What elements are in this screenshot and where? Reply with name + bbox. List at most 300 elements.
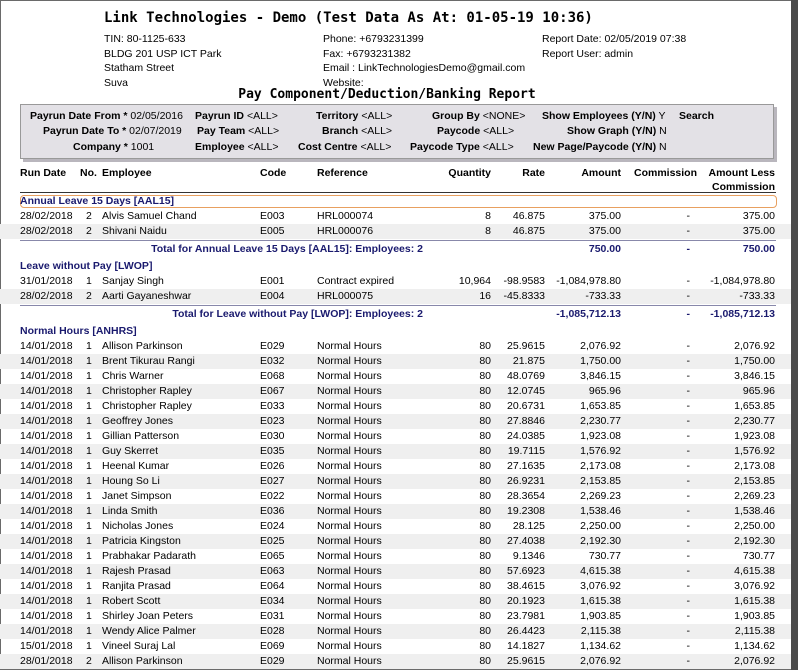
cell-code: E036 [260, 505, 285, 517]
address-city: Suva [104, 76, 128, 89]
cell-quantity: 80 [479, 385, 491, 397]
cell-code: E032 [260, 355, 285, 367]
cell-rate: 25.9615 [507, 340, 545, 352]
cell-amount: 1,134.62 [580, 640, 621, 652]
cell-no: 2 [86, 210, 92, 222]
cell-rate: -45.8333 [503, 290, 545, 302]
table-row[interactable] [0, 274, 791, 289]
cell-run-date: 28/01/2018 [20, 655, 73, 667]
cell-code: E023 [260, 415, 285, 427]
cell-amount-less: 2,076.92 [734, 655, 775, 667]
cell-amount-less: 2,250.00 [734, 520, 775, 532]
group-title: Leave without Pay [LWOP] [20, 260, 153, 272]
cell-commission: - [686, 225, 690, 237]
param-cost-centre[interactable]: Cost Centre <ALL> [298, 141, 392, 153]
cell-no: 1 [86, 400, 92, 412]
cell-reference: Normal Hours [317, 430, 382, 442]
col-commission: Commission [633, 167, 697, 179]
cell-amount-less: 375.00 [742, 225, 775, 237]
cell-no: 1 [86, 370, 92, 382]
cell-code: E068 [260, 370, 285, 382]
table-row[interactable] [0, 289, 791, 304]
cell-commission: - [686, 550, 690, 562]
cell-amount: 3,076.92 [580, 580, 621, 592]
report-title: Pay Component/Deduction/Banking Report [238, 87, 536, 102]
cell-run-date: 15/01/2018 [20, 640, 73, 652]
col-employee: Employee [102, 167, 152, 179]
cell-amount: 1,576.92 [580, 445, 621, 457]
cell-code: E022 [260, 490, 285, 502]
group-total-less: 750.00 [742, 243, 775, 255]
cell-employee: Chris Warner [102, 370, 164, 382]
table-row[interactable] [0, 474, 791, 489]
cell-code: E031 [260, 610, 285, 622]
cell-quantity: 80 [479, 655, 491, 667]
cell-commission: - [686, 340, 690, 352]
cell-amount: 4,615.38 [580, 565, 621, 577]
param-paycode-type[interactable]: Paycode Type <ALL> [410, 141, 514, 153]
cell-code: E005 [260, 225, 285, 237]
cell-rate: 26.9231 [507, 475, 545, 487]
table-row[interactable] [0, 654, 791, 669]
group-title: Normal Hours [ANHRS] [20, 325, 137, 337]
search-button[interactable]: Search [679, 110, 715, 122]
cell-code: E024 [260, 520, 285, 532]
cell-commission: - [686, 505, 690, 517]
cell-no: 1 [86, 475, 92, 487]
cell-rate: 46.875 [512, 210, 545, 222]
cell-rate: 19.2308 [507, 505, 545, 517]
table-row[interactable] [0, 354, 791, 369]
cell-quantity: 16 [479, 290, 491, 302]
cell-employee: Nicholas Jones [102, 520, 174, 532]
group-header[interactable] [0, 259, 791, 274]
table-row[interactable] [0, 384, 791, 399]
group-total-less: -1,085,712.13 [710, 308, 775, 320]
website-text: Website: [323, 76, 364, 89]
param-pay-team[interactable]: Pay Team <ALL> [197, 125, 280, 137]
cell-amount-less: 1,576.92 [734, 445, 775, 457]
cell-employee: Houng So Li [102, 475, 160, 487]
cell-quantity: 80 [479, 640, 491, 652]
cell-amount-less: 375.00 [742, 210, 775, 222]
cell-amount-less: 2,076.92 [734, 340, 775, 352]
cell-employee: Allison Parkinson [102, 340, 183, 352]
cell-quantity: 10,964 [458, 275, 491, 287]
cell-amount-less: 2,269.23 [734, 490, 775, 502]
cell-no: 1 [86, 535, 92, 547]
cell-code: E065 [260, 550, 285, 562]
cell-quantity: 80 [479, 535, 491, 547]
cell-amount: 375.00 [588, 225, 621, 237]
cell-rate: 25.9615 [507, 655, 545, 667]
param-payrun-from[interactable]: Payrun Date From * 02/05/2016 [30, 110, 183, 122]
cell-rate: 38.4615 [507, 580, 545, 592]
param-new-page[interactable]: New Page/Paycode (Y/N) N [533, 141, 667, 153]
cell-code: E026 [260, 460, 285, 472]
cell-code: E067 [260, 385, 285, 397]
cell-rate: 24.0385 [507, 430, 545, 442]
report-date-text: Report Date: 02/05/2019 07:38 [542, 33, 687, 45]
cell-amount-less: 2,230.77 [734, 415, 775, 427]
cell-amount: 2,269.23 [580, 490, 621, 502]
cell-employee: Rajesh Prasad [102, 565, 171, 577]
cell-employee: Aarti Gayaneshwar [102, 290, 192, 302]
fax-text: Fax: +6793231382 [323, 47, 411, 60]
table-row[interactable] [0, 534, 791, 549]
cell-rate: 14.1827 [507, 640, 545, 652]
cell-amount-less: 1,134.62 [734, 640, 775, 652]
cell-rate: 27.4038 [507, 535, 545, 547]
col-run-date: Run Date [20, 167, 67, 179]
cell-amount: 1,750.00 [580, 355, 621, 367]
cell-run-date: 14/01/2018 [20, 565, 73, 577]
report-meta [542, 32, 686, 61]
cell-quantity: 80 [479, 595, 491, 607]
cell-reference: Normal Hours [317, 505, 382, 517]
param-show-graph[interactable]: Show Graph (Y/N) N [567, 125, 667, 137]
cell-commission: - [686, 430, 690, 442]
cell-run-date: 14/01/2018 [20, 430, 73, 442]
cell-code: E033 [260, 400, 285, 412]
cell-no: 1 [86, 625, 92, 637]
cell-rate: 28.3654 [507, 490, 545, 502]
cell-code: E034 [260, 595, 285, 607]
cell-amount: 1,653.85 [580, 400, 621, 412]
cell-commission: - [686, 490, 690, 502]
cell-rate: 57.6923 [507, 565, 545, 577]
col-no: No. [80, 167, 97, 179]
cell-quantity: 80 [479, 610, 491, 622]
cell-quantity: 80 [479, 370, 491, 382]
cell-code: E069 [260, 640, 285, 652]
cell-run-date: 28/02/2018 [20, 210, 73, 222]
cell-commission: - [686, 520, 690, 532]
cell-run-date: 28/02/2018 [20, 225, 73, 237]
cell-no: 1 [86, 460, 92, 472]
group-total-row [0, 307, 791, 322]
cell-code: E025 [260, 535, 285, 547]
cell-reference: Normal Hours [317, 355, 382, 367]
cell-rate: -98.9583 [503, 275, 545, 287]
cell-no: 1 [86, 520, 92, 532]
cell-employee: Sanjay Singh [102, 275, 164, 287]
cell-rate: 28.125 [512, 520, 545, 532]
cell-amount-less: 1,750.00 [734, 355, 775, 367]
cell-employee: Ranjita Prasad [102, 580, 171, 592]
cell-amount: -733.33 [585, 290, 621, 302]
cell-employee: Janet Simpson [102, 490, 172, 502]
cell-no: 1 [86, 580, 92, 592]
cell-employee: Prabhakar Padarath [102, 550, 196, 562]
cell-reference: Normal Hours [317, 340, 382, 352]
company-details [104, 32, 222, 90]
cell-reference: Normal Hours [317, 385, 382, 397]
cell-reference: Normal Hours [317, 370, 382, 382]
cell-employee: Christopher Rapley [102, 400, 192, 412]
cell-amount-less: 2,173.08 [734, 460, 775, 472]
cell-no: 1 [86, 445, 92, 457]
cell-code: E029 [260, 655, 285, 667]
cell-reference: Normal Hours [317, 535, 382, 547]
cell-amount-less: 1,538.46 [734, 505, 775, 517]
cell-amount-less: 4,615.38 [734, 565, 775, 577]
cell-commission: - [686, 625, 690, 637]
cell-commission: - [686, 210, 690, 222]
table-row[interactable] [0, 639, 791, 654]
cell-no: 1 [86, 355, 92, 367]
cell-commission: - [686, 355, 690, 367]
report-user-text: Report User: admin [542, 47, 634, 60]
table-row[interactable] [0, 504, 791, 519]
table-row[interactable] [0, 339, 791, 354]
address-line-1: BLDG 201 USP ICT Park [104, 47, 222, 60]
table-row[interactable] [0, 579, 791, 594]
cell-commission: - [686, 460, 690, 472]
cell-commission: - [686, 475, 690, 487]
cell-reference: Normal Hours [317, 610, 382, 622]
cell-run-date: 14/01/2018 [20, 610, 73, 622]
cell-rate: 21.875 [512, 355, 545, 367]
param-payrun-id[interactable]: Payrun ID <ALL> [195, 110, 278, 122]
cell-quantity: 80 [479, 355, 491, 367]
cell-commission: - [686, 445, 690, 457]
cell-rate: 20.1923 [507, 595, 545, 607]
cell-quantity: 80 [479, 460, 491, 472]
cell-quantity: 80 [479, 340, 491, 352]
cell-employee: Vineel Suraj Lal [102, 640, 176, 652]
col-quantity: Quantity [448, 167, 491, 179]
cell-employee: Wendy Alice Palmer [102, 625, 196, 637]
param-group-by[interactable]: Group By <NONE> [432, 110, 526, 122]
cell-run-date: 14/01/2018 [20, 475, 73, 487]
cell-reference: HRL000074 [317, 210, 374, 222]
cell-commission: - [686, 595, 690, 607]
cell-no: 1 [86, 565, 92, 577]
cell-commission: - [686, 370, 690, 382]
cell-no: 1 [86, 640, 92, 652]
table-row[interactable] [0, 609, 791, 624]
cell-no: 1 [86, 595, 92, 607]
cell-amount: 2,076.92 [580, 340, 621, 352]
cell-run-date: 14/01/2018 [20, 415, 73, 427]
col-amount: Amount [581, 167, 621, 179]
cell-run-date: 14/01/2018 [20, 385, 73, 397]
cell-code: E003 [260, 210, 285, 222]
cell-amount: 2,230.77 [580, 415, 621, 427]
cell-no: 1 [86, 550, 92, 562]
table-row[interactable] [0, 594, 791, 609]
cell-reference: Normal Hours [317, 520, 382, 532]
cell-run-date: 31/01/2018 [20, 275, 73, 287]
parameter-panel [20, 104, 774, 159]
cell-run-date: 14/01/2018 [20, 520, 73, 532]
cell-amount: 965.96 [588, 385, 621, 397]
cell-no: 1 [86, 490, 92, 502]
cell-run-date: 14/01/2018 [20, 505, 73, 517]
table-row[interactable] [0, 549, 791, 564]
cell-code: E004 [260, 290, 285, 302]
table-row[interactable] [0, 429, 791, 444]
cell-commission: - [686, 275, 690, 287]
cell-amount-less: 965.96 [742, 385, 775, 397]
cell-amount: 2,115.38 [580, 625, 621, 637]
cell-employee: Guy Skerret [102, 445, 159, 457]
group-header[interactable] [0, 324, 791, 339]
table-row[interactable] [0, 414, 791, 429]
cell-code: E027 [260, 475, 285, 487]
cell-reference: HRL000076 [317, 225, 374, 237]
group-total-amount: -1,085,712.13 [556, 308, 621, 320]
cell-run-date: 14/01/2018 [20, 490, 73, 502]
cell-commission: - [686, 535, 690, 547]
cell-amount: 2,153.85 [580, 475, 621, 487]
cell-quantity: 80 [479, 490, 491, 502]
table-row[interactable] [0, 399, 791, 414]
table-row[interactable] [0, 209, 791, 224]
cell-rate: 20.6731 [507, 400, 545, 412]
cell-no: 1 [86, 415, 92, 427]
table-row[interactable] [0, 369, 791, 384]
cell-amount-less: 1,903.85 [734, 610, 775, 622]
cell-quantity: 80 [479, 520, 491, 532]
cell-code: E001 [260, 275, 285, 287]
col-amount-less-commission: Amount Less Commission [708, 167, 775, 193]
company-contacts [323, 32, 525, 90]
cell-amount: -1,084,978.80 [556, 275, 621, 287]
cell-amount-less: 730.77 [742, 550, 775, 562]
cell-quantity: 80 [479, 550, 491, 562]
group-total-label: Total for Annual Leave 15 Days [AAL15]: Employees: 2 [151, 243, 423, 255]
param-territory[interactable]: Territory <ALL> [316, 110, 393, 122]
cell-employee: Heenal Kumar [102, 460, 170, 472]
cell-run-date: 14/01/2018 [20, 580, 73, 592]
cell-rate: 27.1635 [507, 460, 545, 472]
cell-amount: 2,250.00 [580, 520, 621, 532]
cell-quantity: 80 [479, 475, 491, 487]
table-row[interactable] [0, 224, 791, 239]
cell-amount-less: -1,084,978.80 [710, 275, 775, 287]
cell-no: 1 [86, 430, 92, 442]
cell-no: 1 [86, 610, 92, 622]
cell-amount: 2,076.92 [580, 655, 621, 667]
param-payrun-to[interactable]: Payrun Date To * 02/07/2019 [43, 125, 182, 137]
param-employee[interactable]: Employee <ALL> [195, 141, 279, 153]
cell-employee: Brent Tikurau Rangi [102, 355, 195, 367]
cell-quantity: 80 [479, 430, 491, 442]
cell-commission: - [686, 400, 690, 412]
cell-quantity: 8 [485, 225, 491, 237]
group-total-commission: - [686, 308, 690, 320]
cell-code: E028 [260, 625, 285, 637]
cell-run-date: 14/01/2018 [20, 340, 73, 352]
cell-rate: 27.8846 [507, 415, 545, 427]
cell-quantity: 80 [479, 505, 491, 517]
cell-employee: Shirley Joan Peters [102, 610, 194, 622]
cell-reference: Normal Hours [317, 460, 382, 472]
cell-reference: Normal Hours [317, 415, 382, 427]
cell-quantity: 80 [479, 625, 491, 637]
table-row[interactable] [0, 564, 791, 579]
window-edge-shadow [791, 0, 798, 670]
phone-text: Phone: +6793231399 [323, 33, 424, 45]
cell-amount-less: 3,076.92 [734, 580, 775, 592]
cell-run-date: 14/01/2018 [20, 370, 73, 382]
cell-amount: 2,192.30 [580, 535, 621, 547]
cell-reference: Normal Hours [317, 595, 382, 607]
cell-run-date: 14/01/2018 [20, 460, 73, 472]
param-show-employees[interactable]: Show Employees (Y/N) Y [542, 110, 666, 122]
table-row[interactable] [0, 459, 791, 474]
tin-text: TIN: 80-1125-633 [104, 33, 186, 45]
table-row[interactable] [0, 519, 791, 534]
cell-employee: Alvis Samuel Chand [102, 210, 197, 222]
email-text: Email : LinkTechnologiesDemo@gmail.com [323, 62, 526, 74]
table-row[interactable] [0, 444, 791, 459]
cell-code: E029 [260, 340, 285, 352]
table-row[interactable] [0, 489, 791, 504]
cell-quantity: 80 [479, 565, 491, 577]
param-paycode[interactable]: Paycode <ALL> [437, 125, 515, 137]
table-row[interactable] [0, 624, 791, 639]
cell-employee: Allison Parkinson [102, 655, 183, 667]
cell-commission: - [686, 415, 690, 427]
cell-commission: - [686, 385, 690, 397]
col-rate: Rate [522, 167, 545, 179]
cell-amount-less: 2,192.30 [734, 535, 775, 547]
header-divider [20, 192, 776, 193]
cell-reference: Normal Hours [317, 655, 382, 667]
cell-run-date: 14/01/2018 [20, 550, 73, 562]
group-total-row [0, 242, 791, 257]
cell-no: 2 [86, 225, 92, 237]
cell-no: 1 [86, 505, 92, 517]
cell-reference: Normal Hours [317, 400, 382, 412]
group-total-commission: - [686, 243, 690, 255]
cell-no: 2 [86, 290, 92, 302]
cell-amount: 1,615.38 [580, 595, 621, 607]
cell-reference: Normal Hours [317, 445, 382, 457]
cell-run-date: 14/01/2018 [20, 355, 73, 367]
cell-amount: 3,846.15 [580, 370, 621, 382]
param-branch[interactable]: Branch <ALL> [322, 125, 393, 137]
cell-employee: Linda Smith [102, 505, 158, 517]
cell-commission: - [686, 290, 690, 302]
cell-amount-less: 2,115.38 [734, 625, 775, 637]
cell-amount-less: -733.33 [739, 290, 775, 302]
param-company[interactable]: Company * 1001 [73, 141, 155, 153]
cell-quantity: 8 [485, 210, 491, 222]
cell-reference: Normal Hours [317, 550, 382, 562]
cell-amount-less: 3,846.15 [734, 370, 775, 382]
group-total-label: Total for Leave without Pay [LWOP]: Employees: 2 [172, 308, 423, 320]
cell-employee: Robert Scott [102, 595, 161, 607]
cell-code: E064 [260, 580, 285, 592]
cell-amount-less: 1,923.08 [734, 430, 775, 442]
cell-quantity: 80 [479, 415, 491, 427]
cell-employee: Gillian Patterson [102, 430, 180, 442]
cell-reference: Normal Hours [317, 565, 382, 577]
cell-rate: 26.4423 [507, 625, 545, 637]
cell-run-date: 14/01/2018 [20, 595, 73, 607]
cell-reference: Normal Hours [317, 640, 382, 652]
group-header[interactable] [0, 194, 791, 209]
cell-run-date: 14/01/2018 [20, 400, 73, 412]
total-divider [20, 240, 776, 241]
cell-reference: Contract expired [317, 275, 395, 287]
cell-amount: 1,923.08 [580, 430, 621, 442]
cell-employee: Shivani Naidu [102, 225, 167, 237]
